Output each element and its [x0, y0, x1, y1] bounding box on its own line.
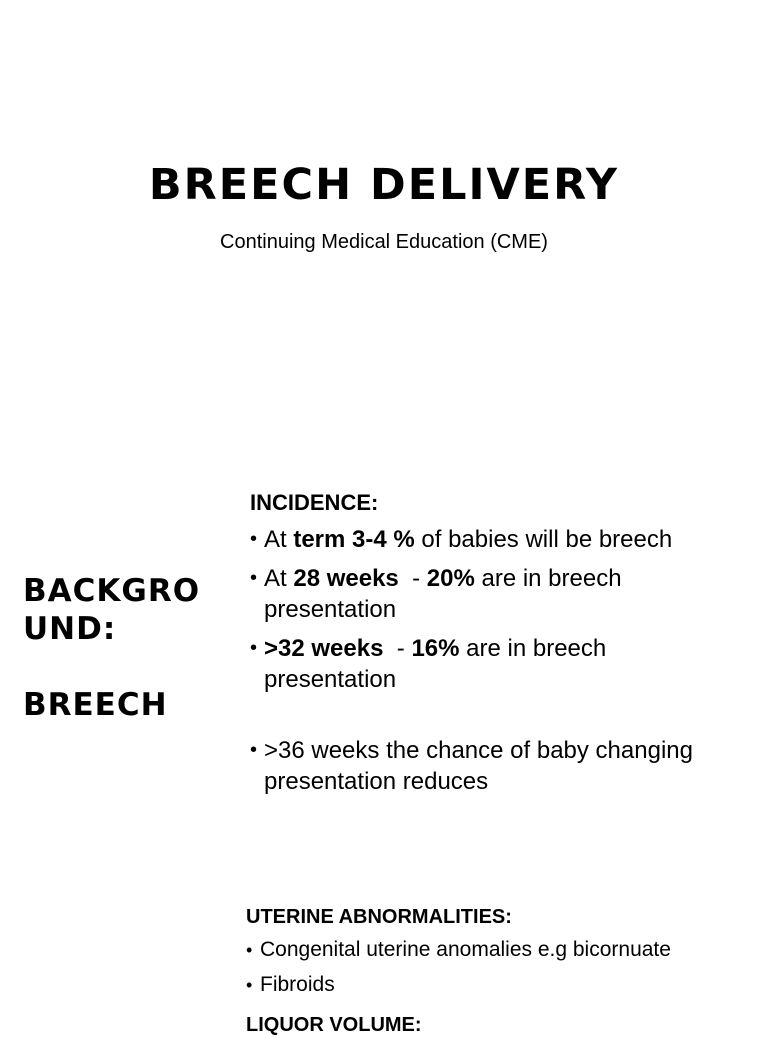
list-item: • Fibroids — [246, 972, 746, 998]
uterine-block — [246, 906, 746, 1007]
section-heading-line3: BREECH — [23, 687, 168, 723]
slide-subtitle: Continuing Medical Education (CME) — [220, 231, 548, 253]
background-slide — [0, 430, 768, 1036]
incidence-list — [250, 524, 710, 797]
section-heading-line2: UND: — [23, 611, 117, 647]
list-item: • At term 3-4 % of babies will be breech — [250, 524, 710, 555]
uterine-label: UTERINE ABNORMALITIES: — [246, 906, 512, 928]
incidence-block — [250, 490, 710, 805]
list-item: • At 28 weeks - 20% are in breech presentation — [250, 563, 710, 625]
list-item: • Congenital uterine anomalies e.g bicornuate — [246, 937, 746, 963]
section-heading-line1: BACKGRO — [23, 573, 201, 609]
section-heading — [23, 572, 233, 724]
liquor-volume-heading: LIQUOR VOLUME: — [246, 1014, 422, 1036]
list-item: • >32 weeks - 16% are in breech presentation — [250, 633, 710, 695]
slide-title: BREECH DELIVERY — [148, 160, 620, 210]
incidence-label: INCIDENCE: — [250, 490, 379, 515]
uterine-list — [246, 937, 746, 998]
list-item: • >36 weeks the chance of baby changing presentation reduces — [250, 735, 710, 797]
title-slide — [0, 0, 768, 430]
